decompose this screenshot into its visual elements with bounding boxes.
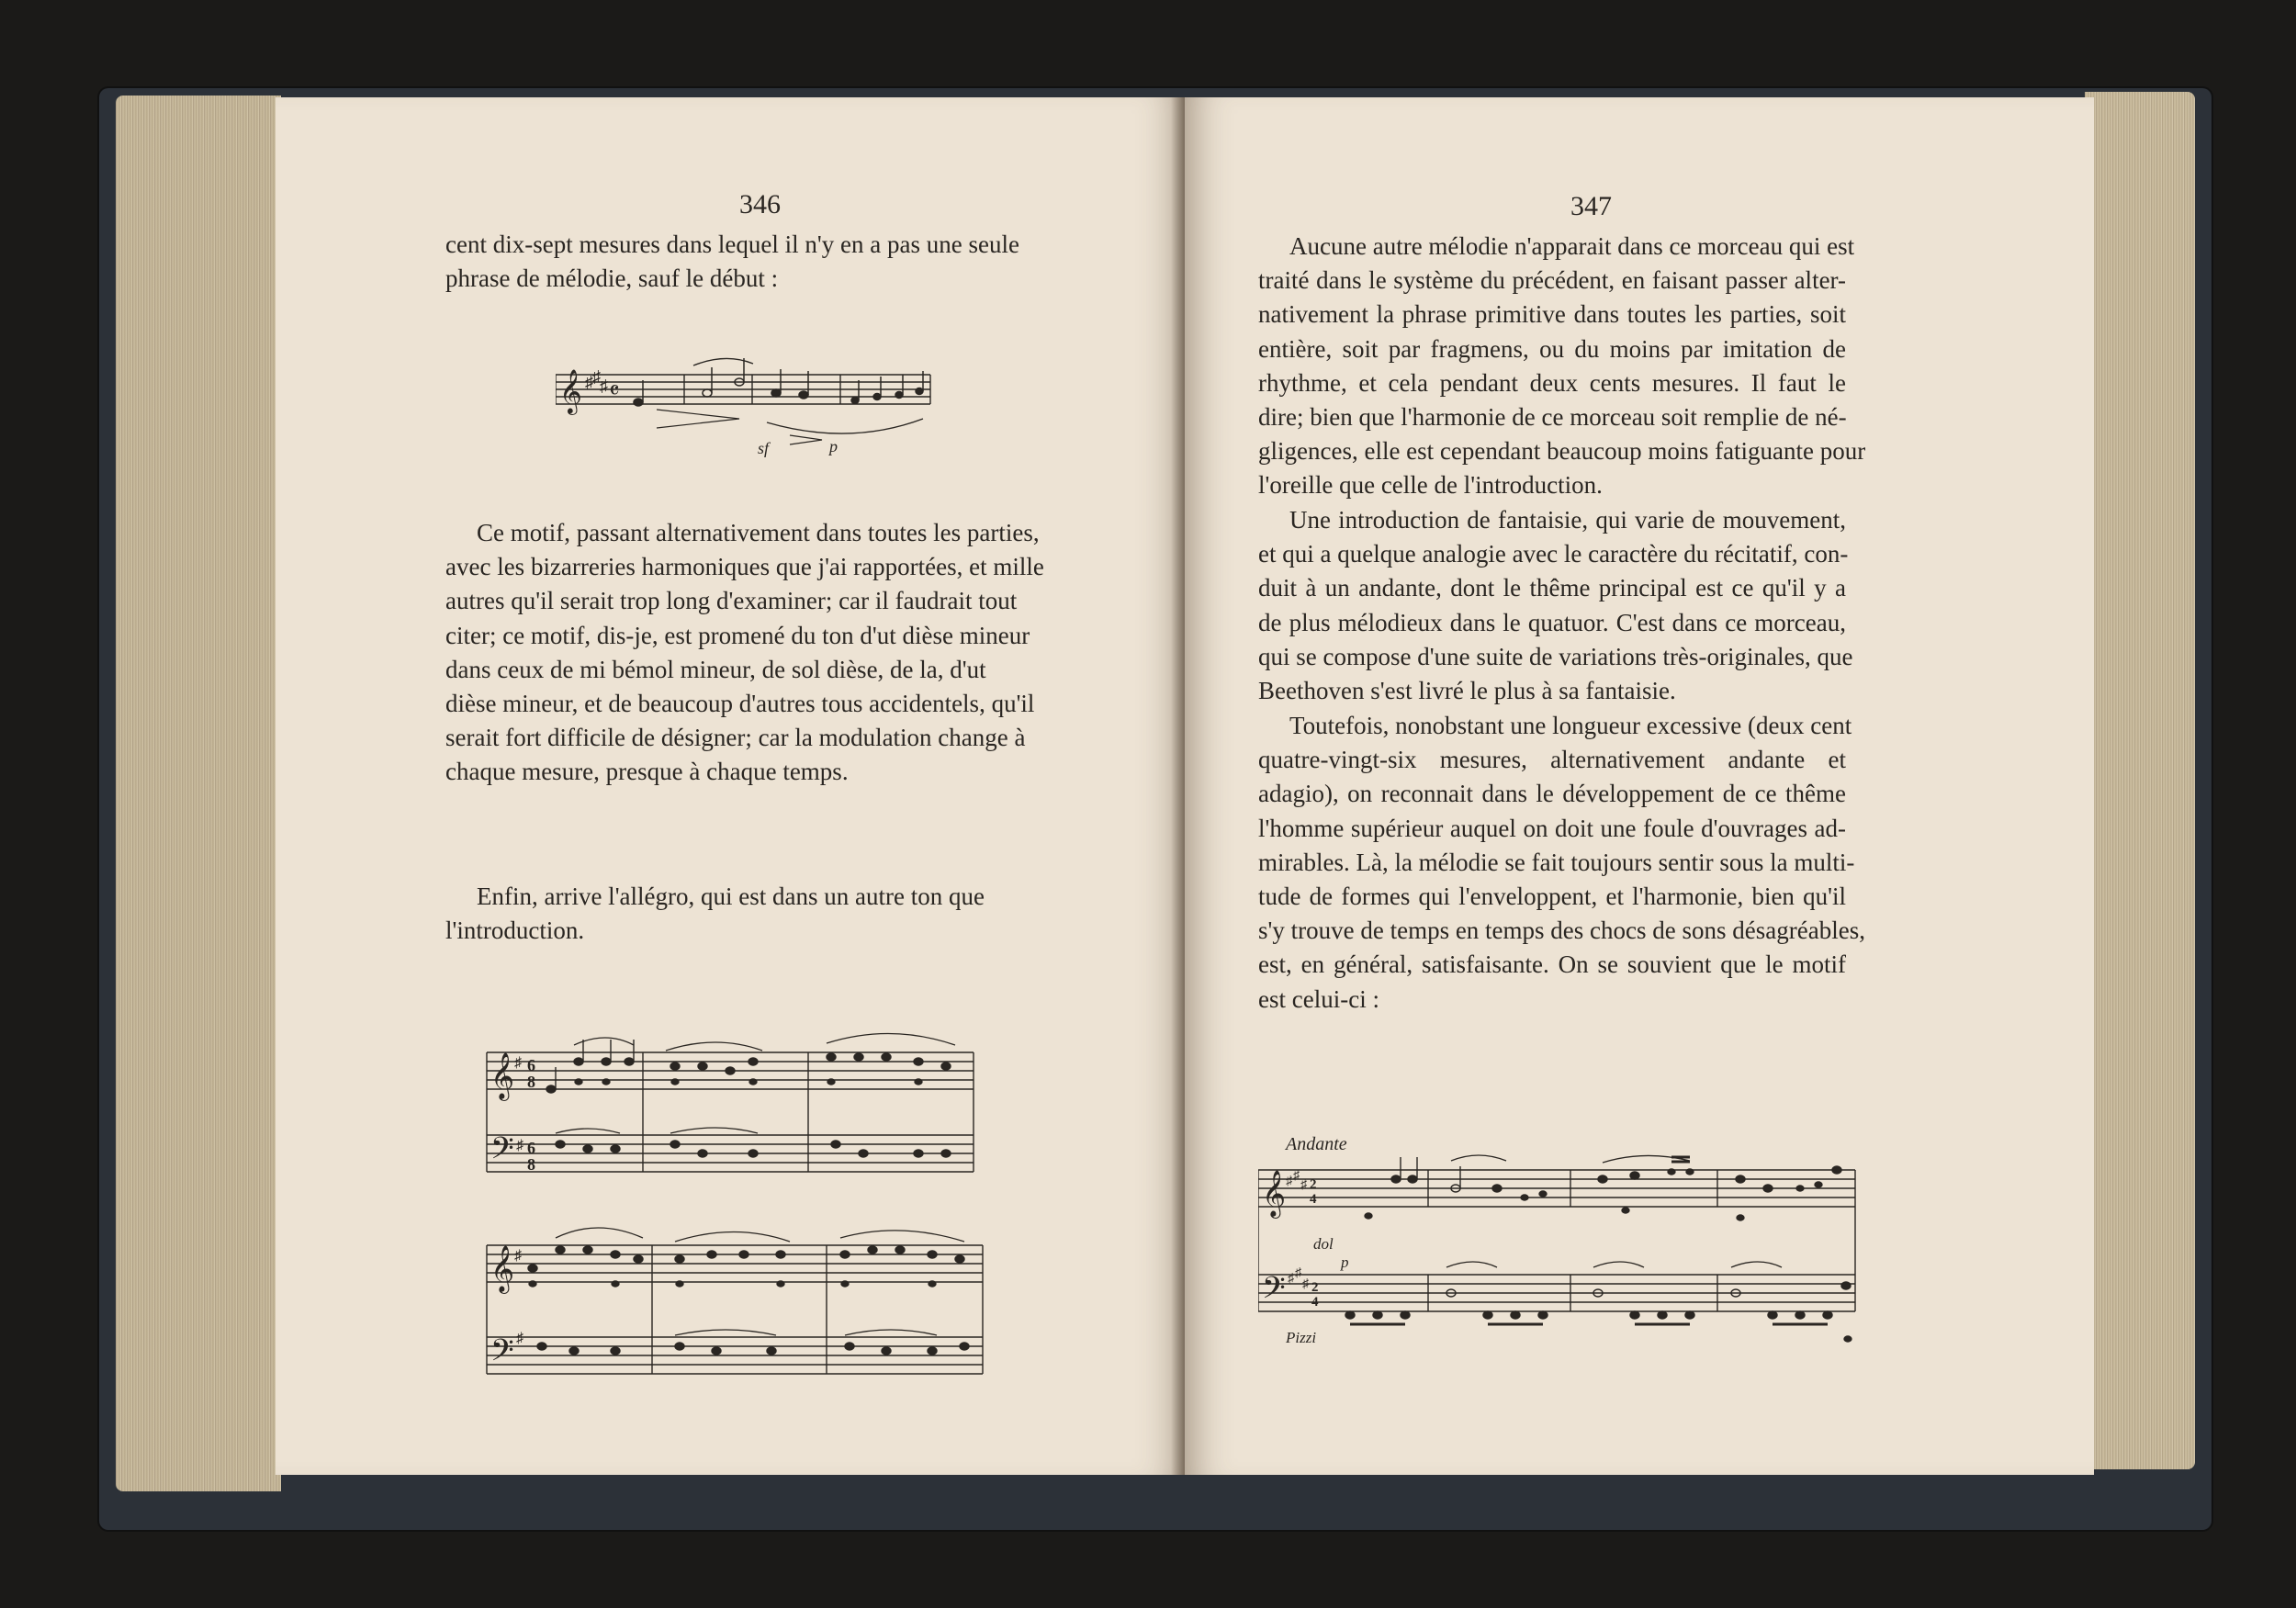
page-edges-left: [116, 96, 281, 1491]
text-line: entière, soit par fragmens, ou du moins par imitation de: [1258, 334, 1846, 363]
svg-text:𝄢: 𝄢: [490, 1131, 514, 1173]
right-paragraph-2: [1258, 503, 1853, 708]
svg-text:𝄢: 𝄢: [490, 1333, 514, 1375]
left-page: [276, 97, 1185, 1475]
svg-text:♯: ♯: [1286, 1175, 1292, 1188]
text-line: Ce motif, passant alternativement dans toutes les parties,: [477, 519, 1040, 546]
text-line: nativement la phrase primitive dans toutes les parties, soit: [1258, 300, 1846, 329]
svg-text:♯: ♯: [1295, 1266, 1301, 1280]
text-line: s'y trouve de temps en temps des chocs de sons désagréables,: [1258, 916, 1865, 945]
svg-text:2: 2: [1310, 1177, 1317, 1192]
svg-text:♯: ♯: [516, 1331, 523, 1346]
marking-pizzicato: Pizzi: [1286, 1329, 1317, 1346]
svg-text:2: 2: [1311, 1280, 1319, 1295]
music-allegro-score: [478, 1025, 992, 1429]
text-line: quatre-vingt-six mesures, alternativement andante et: [1258, 746, 1846, 774]
svg-text:♯: ♯: [514, 1055, 522, 1071]
tempo-marking: Andante: [1286, 1134, 1347, 1154]
text-line: est celui-ci :: [1258, 984, 1379, 1013]
right-page: [1185, 97, 2094, 1475]
time-sig-bottom-bass: 8: [527, 1155, 535, 1174]
dynamic-marking: p: [1341, 1254, 1349, 1271]
svg-text:𝄞: 𝄞: [490, 1053, 515, 1098]
page-number-left: 346: [739, 189, 781, 219]
svg-text:𝄞: 𝄞: [559, 368, 582, 413]
text-line: Aucune autre mélodie n'apparait dans ce morceau qui est: [1289, 232, 1855, 260]
svg-text:4: 4: [1311, 1295, 1319, 1310]
text-line: dièse mineur, et de beaucoup d'autres tous accidentels, qu'il: [445, 690, 1035, 718]
text-line: mirables. Là, la mélodie se fait toujours sentir sous la multi-: [1258, 848, 1855, 876]
music-andante-score: [1258, 1130, 1864, 1442]
text-line: et qui a quelque analogie avec le caractère du récitatif, con-: [1258, 540, 1849, 568]
dynamic-sf: sf: [758, 439, 770, 457]
svg-text:♯: ♯: [1293, 1169, 1300, 1183]
svg-text:𝄢: 𝄢: [1262, 1271, 1286, 1312]
text-line: tude de formes qui l'enveloppent, et l'harmonie, bien qu'il: [1258, 883, 1846, 911]
text-line: Toutefois, nonobstant une longueur excessive (deux cent: [1289, 712, 1852, 739]
right-paragraph-3: [1258, 709, 1865, 1017]
text-line: l'homme supérieur auquel on doit une foule d'ouvrages ad-: [1258, 814, 1846, 842]
time-sig-top: 6: [527, 1056, 535, 1074]
svg-text:♯: ♯: [585, 373, 593, 391]
text-line: citer; ce motif, dis-je, est promené du ton d'ut dièse mineur: [445, 621, 1030, 649]
text-line: gligences, elle est cependant beaucoup moins fatiguante pour: [1258, 437, 1866, 466]
text-line: est, en général, satisfaisante. On se souvient que le motif: [1258, 950, 1846, 979]
svg-text:𝄞: 𝄞: [1262, 1171, 1287, 1216]
text-line: cent dix-sept mesures dans lequel il n'y en a pas une seule: [445, 231, 1019, 258]
svg-text:♯: ♯: [514, 1248, 522, 1264]
text-line: traité dans le système du précédent, en faisant passer alter-: [1258, 266, 1846, 295]
text-line: autres qu'il serait trop long d'examiner; car il faudrait tout: [445, 587, 1018, 615]
text-line: dire; bien que l'harmonie de ce morceau soit remplie de né-: [1258, 403, 1847, 432]
music-incipit: [556, 354, 941, 465]
text-line: rhythme, et cela pendant deux cents mesures. Il faut le: [1258, 368, 1846, 397]
text-line: avec les bizarreries harmoniques que j'ai rapportées, et mille: [445, 553, 1044, 581]
left-paragraph-3: [445, 880, 985, 948]
svg-text:♯: ♯: [1300, 1178, 1307, 1192]
text-line: l'introduction.: [445, 916, 585, 945]
svg-text:♯: ♯: [592, 367, 601, 386]
text-line: dans ceux de mi bémol mineur, de sol dièse, de la, d'ut: [445, 655, 986, 683]
svg-text:♯: ♯: [1302, 1277, 1309, 1291]
right-paragraph-1: [1258, 230, 1866, 503]
page-number-right: 347: [1570, 191, 1612, 221]
text-line: Beethoven s'est livré le plus à sa fantaisie.: [1258, 677, 1676, 705]
svg-text:𝄞: 𝄞: [490, 1246, 515, 1291]
time-sig-top-bass: 6: [527, 1139, 535, 1157]
text-line: Une introduction de fantaisie, qui varie de mouvement,: [1289, 506, 1846, 534]
page-edges-right: [2085, 92, 2195, 1469]
text-line: Enfin, arrive l'allégro, qui est dans un autre ton que: [477, 883, 985, 910]
dynamic-p: p: [829, 437, 838, 455]
svg-text:♯: ♯: [516, 1138, 523, 1153]
text-line: serait fort difficile de désigner; car la modulation change à: [445, 724, 1026, 752]
text-line: duit à un andante, dont le thême principal est ce qu'il y a: [1258, 574, 1846, 602]
text-line: adagio), on reconnait dans le développement de ce thême: [1258, 780, 1846, 808]
left-paragraph-2: [445, 516, 1044, 790]
time-sig-bottom: 8: [527, 1073, 535, 1091]
marking-dol: dol: [1313, 1235, 1334, 1253]
text-line: l'oreille que celle de l'introduction.: [1258, 471, 1603, 500]
text-line: de plus mélodieux dans le quatuor. C'est dans ce morceau,: [1258, 608, 1846, 636]
svg-text:4: 4: [1310, 1192, 1317, 1207]
svg-text:♯: ♯: [600, 377, 608, 395]
text-line: phrase de mélodie, sauf le début :: [445, 264, 779, 293]
svg-text:𝄴: 𝄴: [609, 377, 620, 404]
svg-text:♯: ♯: [1288, 1272, 1294, 1286]
left-paragraph-1: [445, 228, 1019, 296]
text-line: chaque mesure, presque à chaque temps.: [445, 758, 849, 786]
text-line: qui se compose d'une suite de variations très-originales, que: [1258, 642, 1853, 670]
